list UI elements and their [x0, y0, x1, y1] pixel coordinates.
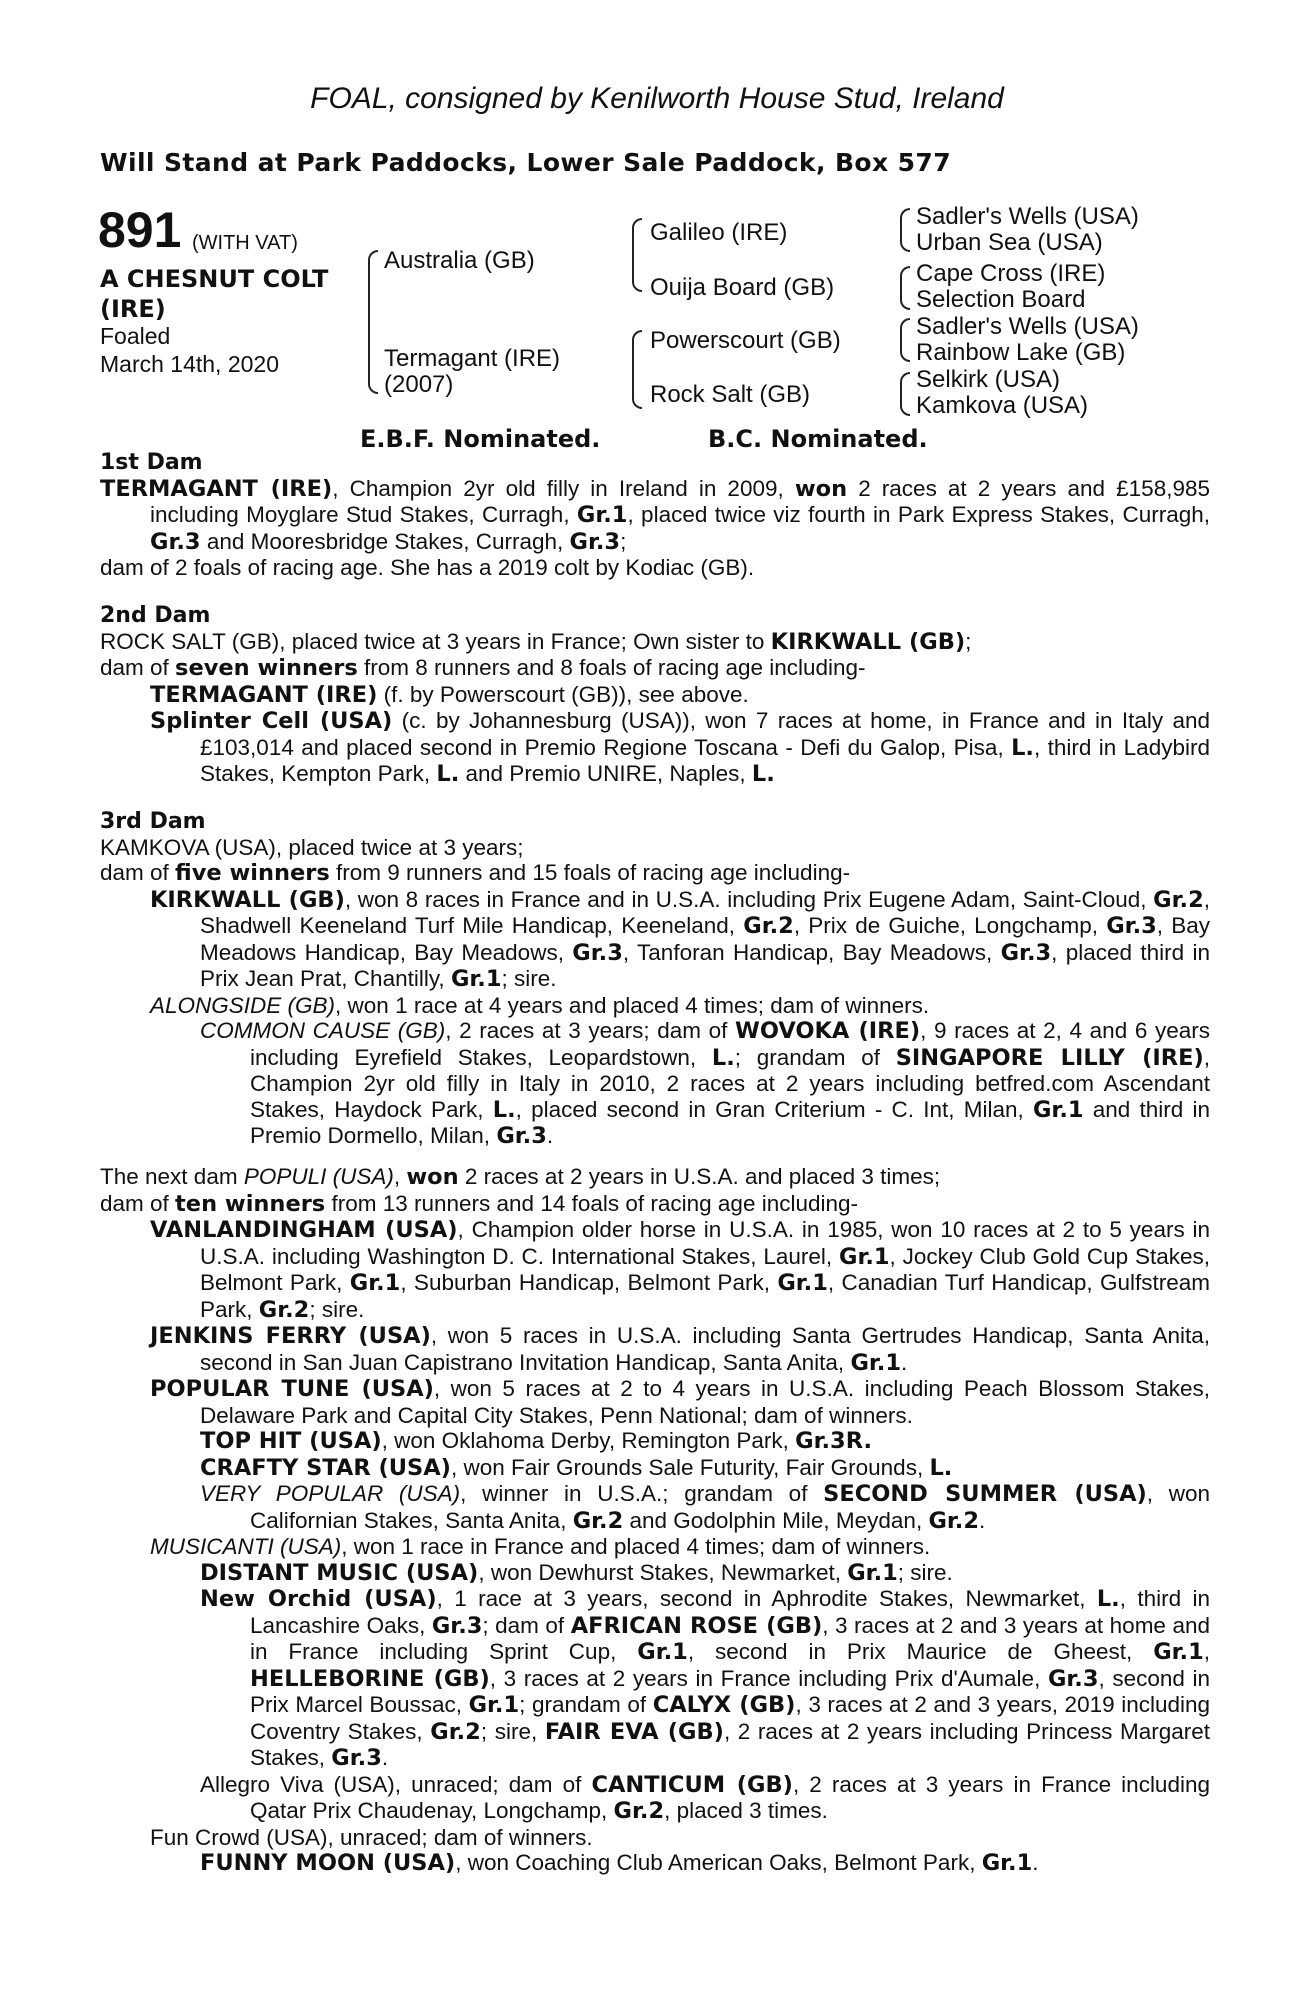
- pedigree-entry: Fun Crowd (USA), unraced; dam of winners.: [150, 1824, 593, 1850]
- stand-location: Will Stand at Park Paddocks, Lower Sale Paddock, Box 577: [100, 148, 952, 177]
- pedigree-entry: KIRKWALL (GB), won 8 races in France and in U.S.A. including Prix Eugene Adam, Saint-Cloud, Gr.2, Shadwell Keeneland Turf Mile Handicap, Keeneland, Gr.2, Prix de Guiche, Longchamp, Gr.3, Bay Meadows Handicap, Bay Meadows, Gr.3, Tanforan Handicap, Bay Meadows, Gr.3, placed third in Prix Jean Prat, Chantilly, Gr.1; sire.: [150, 886, 1211, 992]
- pedigree-sire-sire: Galileo (IRE): [650, 219, 788, 246]
- pedigree-dam-sire: Powerscourt (GB): [650, 327, 841, 354]
- lot-number: 891: [98, 202, 182, 258]
- pedigree-dam-dam: Rock Salt (GB): [650, 381, 811, 408]
- second-dam-lines: [100, 629, 1210, 788]
- pedigree-entry: VERY POPULAR (USA), winner in U.S.A.; grandam of SECOND SUMMER (USA), won Californian Stakes, Santa Anita, Gr.2 and Godolphin Mile, Meydan, Gr.2.: [200, 1481, 1210, 1534]
- foaled-date: March 14th, 2020: [100, 351, 280, 377]
- pedigree-entry: KAMKOVA (USA), placed twice at 3 years;: [100, 834, 524, 860]
- pedigree-entry: POPULAR TUNE (USA), won 5 races at 2 to 4 years in U.S.A. including Peach Blossom Stakes, Delaware Park and Capital City Stakes, Penn National; dam of winners.: [150, 1376, 1210, 1428]
- pedigree-entry: DISTANT MUSIC (USA), won Dewhurst Stakes, Newmarket, Gr.1; sire.: [200, 1559, 953, 1586]
- pedigree-entry: ALONGSIDE (GB), won 1 race at 4 years and placed 4 times; dam of winners.: [150, 992, 930, 1018]
- pedigree-entry: dam of ten winners from 13 runners and 14 foals of racing age including-: [100, 1190, 859, 1217]
- pedigree-entry: TERMAGANT (IRE) (f. by Powerscourt (GB)), see above.: [150, 681, 749, 708]
- pedigree-g8: Kamkova (USA): [916, 392, 1089, 419]
- first-dam-section: [100, 450, 1210, 581]
- first-dam-heading: 1st Dam: [100, 450, 203, 475]
- pedigree-g2: Urban Sea (USA): [916, 229, 1103, 256]
- pedigree-g3: Cape Cross (IRE): [916, 260, 1106, 287]
- pedigree-entry: dam of seven winners from 8 runners and 8 foals of racing age including-: [100, 655, 866, 681]
- pedigree-brace-g1: [900, 208, 910, 252]
- pedigree-sire-dam: Ouija Board (GB): [650, 274, 835, 301]
- third-dam-lines: [100, 835, 1210, 1150]
- next-dam-lines: [100, 1164, 1210, 1877]
- pedigree-entry: TOP HIT (USA), won Oklahoma Derby, Remington Park, Gr.3R.: [200, 1428, 873, 1454]
- pedigree-entry: Splinter Cell (USA) (c. by Johannesburg (USA)), won 7 races at home, in France and in Italy and £103,014 and placed second in Premio Regione Toscana - Defi du Galop, Pisa, L., third in Ladybird Stakes, Kempton Park, L. and Premio UNIRE, Naples, L.: [150, 708, 1210, 787]
- pedigree-entry: FUNNY MOON (USA), won Coaching Club American Oaks, Belmont Park, Gr.1.: [200, 1850, 1039, 1876]
- pedigree-entry: MUSICANTI (USA), won 1 race in France and placed 4 times; dam of winners.: [150, 1534, 931, 1559]
- consignor-line: FOAL, consigned by Kenilworth House Stud, Ireland: [310, 82, 1004, 115]
- vat-note: (WITH VAT): [192, 232, 298, 254]
- pedigree-entry: Allegro Viva (USA), unraced; dam of CANTICUM (GB), 2 races at 3 years in France including Qatar Prix Chaudenay, Longchamp, Gr.2, placed 3 times.: [200, 1771, 1210, 1824]
- pedigree-g5: Sadler's Wells (USA): [916, 313, 1139, 340]
- second-dam-section: [100, 603, 1210, 788]
- next-dam-section: [100, 1164, 1210, 1877]
- pedigree-dam-year: (2007): [384, 371, 454, 398]
- pedigree-g7: Selkirk (USA): [916, 366, 1061, 393]
- pedigree-brace-dam: [632, 330, 642, 409]
- pedigree-entry: VANLANDINGHAM (USA), Champion older horse in U.S.A. in 1985, won 10 races at 2 to 5 years in U.S.A. including Washington D. C. International Stakes, Laurel, Gr.1, Jockey Club Gold Cup Stakes, Belmont Park, Gr.1, Suburban Handicap, Belmont Park, Gr.1, Canadian Turf Handicap, Gulfstream Park, Gr.2; sire.: [150, 1217, 1211, 1323]
- pedigree-dam: Termagant (IRE): [384, 345, 561, 372]
- foaled-info: [100, 322, 279, 378]
- pedigree-entry: The next dam POPULI (USA), won 2 races at 2 years in U.S.A. and placed 3 times;: [100, 1164, 941, 1190]
- pedigree-g6: Rainbow Lake (GB): [916, 339, 1126, 366]
- pedigree-g1: Sadler's Wells (USA): [916, 203, 1139, 230]
- pedigree-entry: COMMON CAUSE (GB), 2 races at 3 years; dam of WOVOKA (IRE), 9 races at 2, 4 and 6 years including Eyrefield Stakes, Leopardstown, L.; grandam of SINGAPORE LILLY (IRE), Champion 2yr old filly in Italy in 2010, 2 races at 2 years including betfred.com Ascendant Stakes, Haydock Park, L., placed second in Gran Criterium - C. Int, Milan, Gr.1 and third in Premio Dormello, Milan, Gr.3.: [200, 1018, 1210, 1149]
- pedigree-entry: dam of five winners from 9 runners and 15 foals of racing age including-: [100, 860, 851, 886]
- foaled-label: Foaled: [100, 323, 171, 349]
- third-dam-heading: 3rd Dam: [100, 809, 206, 834]
- pedigree-entry: JENKINS FERRY (USA), won 5 races in U.S.A. including Santa Gertrudes Handicap, Santa Anita, second in San Juan Capistrano Invitation Handicap, Santa Anita, Gr.1.: [150, 1323, 1210, 1376]
- third-dam-section: [100, 809, 1210, 1150]
- lot-description: A CHESNUT COLT (IRE): [100, 265, 329, 323]
- pedigree-entry: CRAFTY STAR (USA), won Fair Grounds Sale Futurity, Fair Grounds, L.: [200, 1454, 953, 1481]
- pedigree-entry: New Orchid (USA), 1 race at 3 years, second in Aphrodite Stakes, Newmarket, L., third in Lancashire Oaks, Gr.3; dam of AFRICAN ROSE (GB), 3 races at 2 and 3 years at home and in France including Sprint Cup, Gr.1, second in Prix Maurice de Gheest, Gr.1, HELLEBORINE (GB), 3 races at 2 years in France including Prix d'Aumale, Gr.3, second in Prix Marcel Boussac, Gr.1; grandam of CALYX (GB), 3 races at 2 and 3 years, 2019 including Coventry Stakes, Gr.2; sire, FAIR EVA (GB), 2 races at 2 years including Princess Margaret Stakes, Gr.3.: [200, 1586, 1211, 1771]
- second-dam-heading: 2nd Dam: [100, 603, 211, 628]
- first-dam-text: TERMAGANT (IRE), Champion 2yr old filly in Ireland in 2009, won 2 races at 2 years and £158,985 including Moyglare Stud Stakes, Curragh, Gr.1, placed twice viz fourth in Park Express Stakes, Curragh, Gr.3 and Mooresbridge Stakes, Curragh, Gr.3;: [100, 475, 1210, 555]
- pedigree-brace-sire: [632, 218, 642, 292]
- pedigree-sire: Australia (GB): [384, 247, 535, 274]
- pedigree-brace-main: [368, 250, 378, 394]
- pedigree-brace-g4: [900, 372, 910, 416]
- pedigree-g4: Selection Board: [916, 286, 1086, 313]
- ebf-nominated: E.B.F. Nominated.: [360, 425, 601, 453]
- first-dam-foals: dam of 2 foals of racing age. She has a 2019 colt by Kodiac (GB).: [100, 555, 755, 580]
- pedigree-entry: ROCK SALT (GB), placed twice at 3 years in France; Own sister to KIRKWALL (GB);: [100, 628, 972, 655]
- pedigree-brace-g3: [900, 318, 910, 362]
- pedigree-brace-g2: [900, 266, 910, 310]
- bc-nominated: B.C. Nominated.: [708, 425, 928, 453]
